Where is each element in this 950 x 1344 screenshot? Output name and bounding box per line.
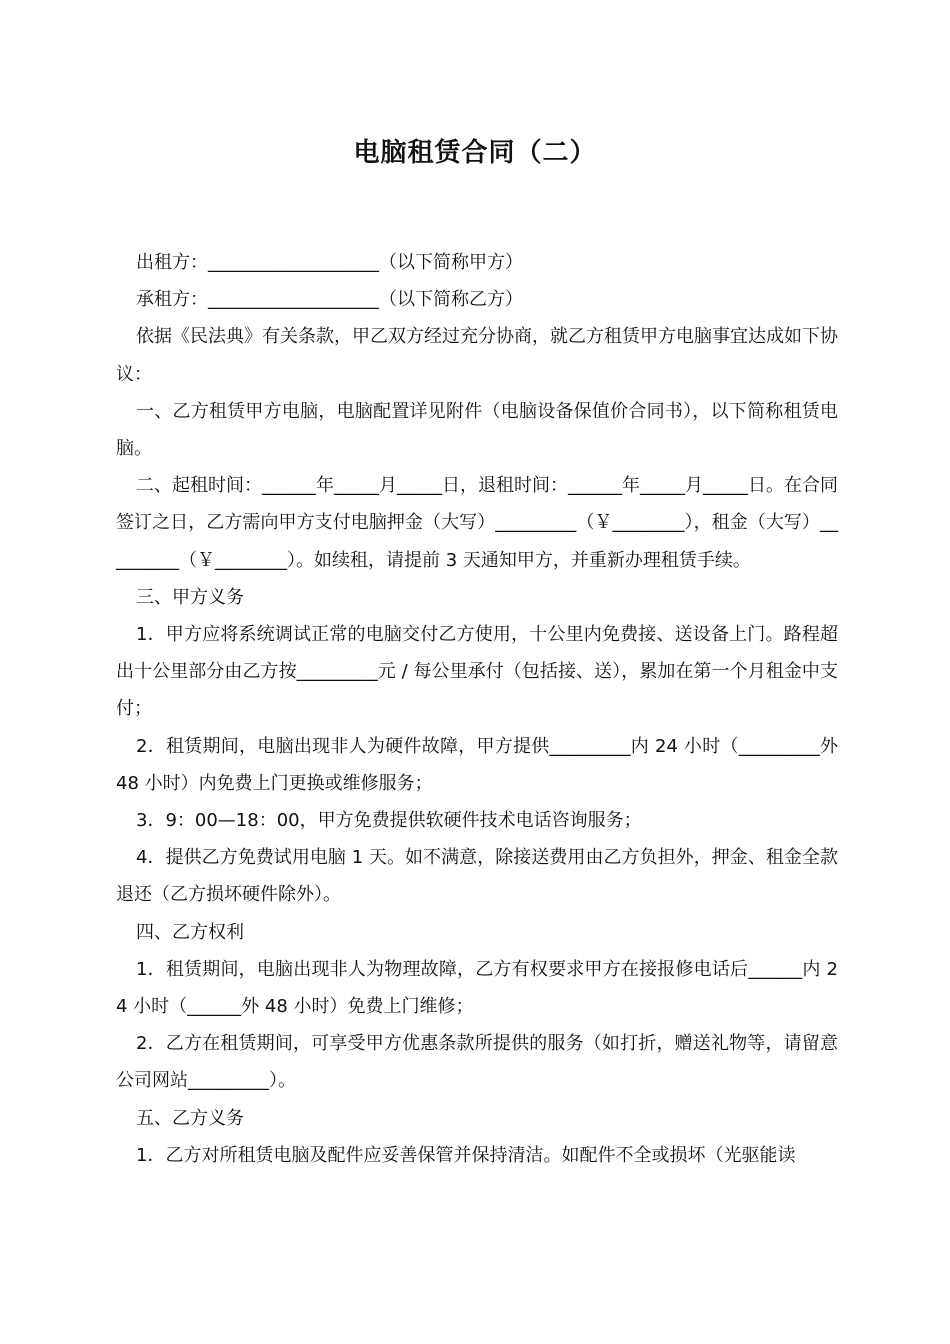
paragraph-lessor-duty-2: 2．租赁期间，电脑出现非人为硬件故障，甲方提供_________内 24 小时（_________外 48 小时）内免费上门更换或维修服务； [116,735,838,794]
paragraph-preamble: 依据《民法典》有关条款，甲乙双方经过充分协商，就乙方租赁甲方电脑事宜达成如下协议： [116,326,838,385]
section-heading-lessor-duties: 三、甲方义务 [136,586,244,608]
document-title: 电脑租赁合同（二） [353,138,597,168]
paragraph-lessee-right-2: 2．乙方在租赁期间，可享受甲方优惠条款所提供的服务（如打折，赠送礼物等，请留意公司网站_________）。 [116,1033,838,1092]
paragraph-lessee-duty-1: 1．乙方对所租赁电脑及配件应妥善保管并保持清洁。如配件不全或损坏（光驱能读 [136,1144,796,1166]
paragraph-lessor: 出租方：___________________（以下简称甲方） [136,252,523,273]
paragraph-lessee: 承租方：___________________（以下简称乙方） [136,289,523,311]
document-body [116,244,838,1174]
paragraph-lessee-right-1: 1．租赁期间，电脑出现非人为物理故障，乙方有权要求甲方在接报修电话后______内 24 小时（______外 48 小时）免费上门维修； [116,958,838,1018]
paragraph-lessor-duty-1: 1．甲方应将系统调试正常的电脑交付乙方使用，十公里内免费接、送设备上门。路程超出十公里部分由乙方按_________元 / 每公里承付（包括接、送），累加在第一个月租金中支付； [116,624,838,720]
paragraph-lessor-duty-3: 3．9：00—18：00，甲方免费提供软硬件技术电话咨询服务； [136,810,642,832]
section-heading-lessee-duties: 五、乙方义务 [136,1107,244,1129]
paragraph-clause-1: 一、乙方租赁甲方电脑，电脑配置详见附件（电脑设备保值价合同书），以下简称租赁电脑。 [116,400,838,460]
paragraph-clause-2: 二、起租时间：______年_____月_____日，退租时间：______年_____月_____日。在合同签订之日，乙方需向甲方支付电脑押金（大写）_________（￥________），租金（大写）_________（￥________）。如续租，请提前 3 天通知甲方，并重新办理租赁手续。 [116,475,838,571]
paragraph-lessor-duty-4: 4．提供乙方免费试用电脑 1 天。如不满意，除接送费用由乙方负担外，押金、租金全款退还（乙方损坏硬件除外）。 [116,847,838,906]
section-heading-lessee-rights: 四、乙方权利 [136,921,244,943]
